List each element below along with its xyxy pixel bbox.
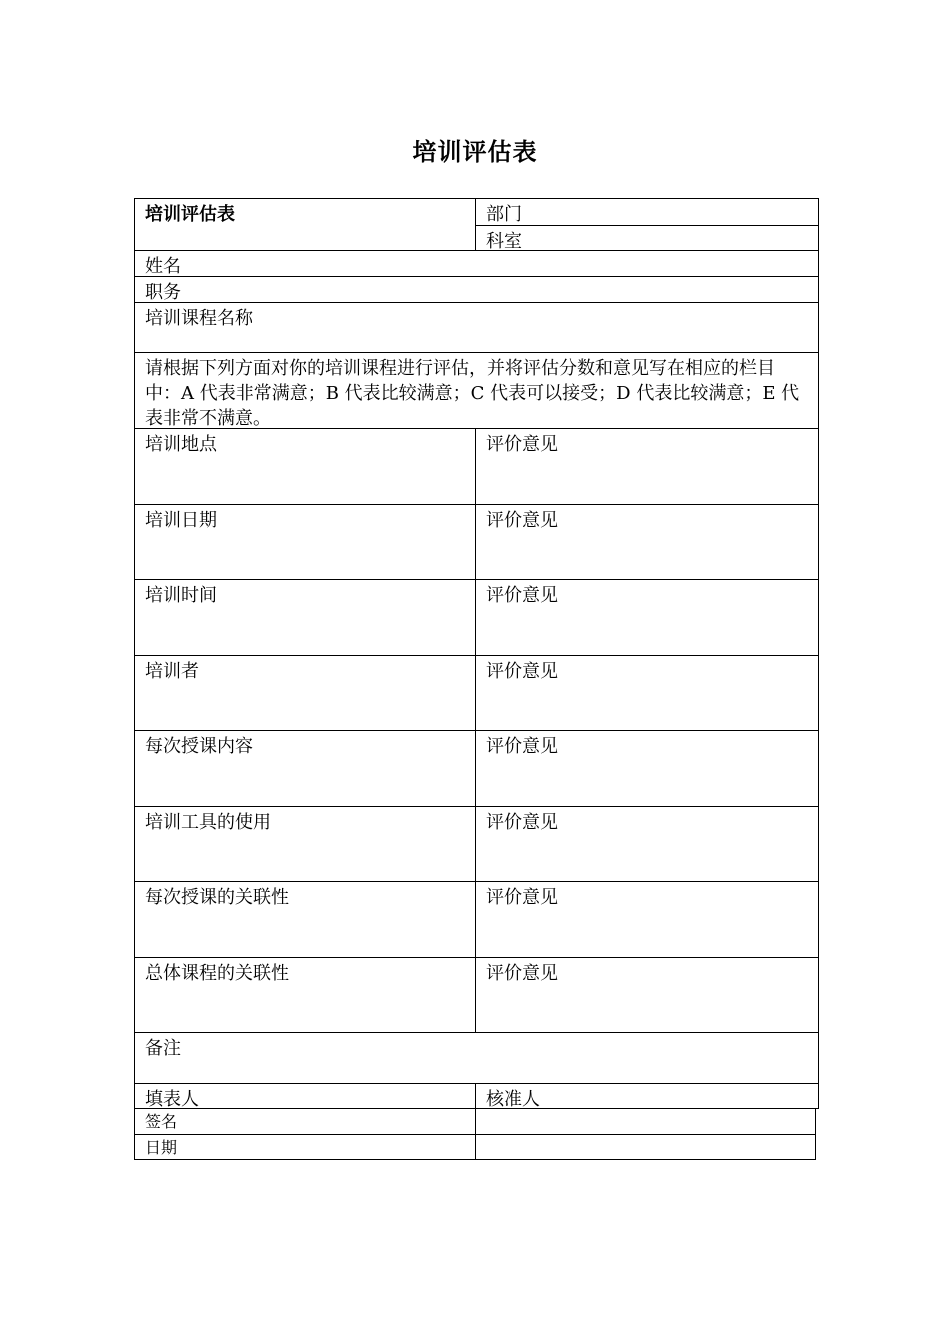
evaluation-comment-field[interactable]: 评价意见 [475,957,819,1033]
evaluation-item-label: 每次授课的关联性 [134,881,476,958]
remarks-field[interactable]: 备注 [134,1032,819,1084]
evaluation-comment-field[interactable]: 评价意见 [475,504,819,580]
course-name-field[interactable]: 培训课程名称 [134,302,819,353]
evaluation-comment-field[interactable]: 评价意见 [475,730,819,807]
evaluation-item-label: 每次授课内容 [134,730,476,807]
signature-label: 签名 [134,1108,476,1135]
evaluation-item-label: 培训日期 [134,504,476,580]
name-field[interactable]: 姓名 [134,250,819,277]
filled-by-label: 填表人 [134,1083,476,1109]
position-field[interactable]: 职务 [134,276,819,303]
evaluation-comment-field[interactable]: 评价意见 [475,881,819,958]
evaluation-item-label: 培训时间 [134,579,476,656]
evaluation-item-label: 培训工具的使用 [134,806,476,882]
date-label: 日期 [134,1134,476,1160]
section-field[interactable]: 科室 [475,225,819,251]
department-field[interactable]: 部门 [475,198,819,226]
date-field[interactable] [475,1134,816,1160]
form-name-cell: 培训评估表 [134,198,476,251]
evaluation-comment-field[interactable]: 评价意见 [475,428,819,505]
instructions-text: 请根据下列方面对你的培训课程进行评估，并将评估分数和意见写在相应的栏目中：A 代表非常满意；B 代表比较满意；C 代表可以接受；D 代表比较满意；E 代表非常不满意。 [134,352,819,429]
evaluation-comment-field[interactable]: 评价意见 [475,806,819,882]
approved-by-label: 核准人 [475,1083,819,1109]
evaluation-comment-field[interactable]: 评价意见 [475,655,819,731]
evaluation-comment-field[interactable]: 评价意见 [475,579,819,656]
signature-field[interactable] [475,1108,816,1135]
page-title: 培训评估表 [412,137,538,166]
evaluation-item-label: 总体课程的关联性 [134,957,476,1033]
evaluation-item-label: 培训地点 [134,428,476,505]
evaluation-item-label: 培训者 [134,655,476,731]
